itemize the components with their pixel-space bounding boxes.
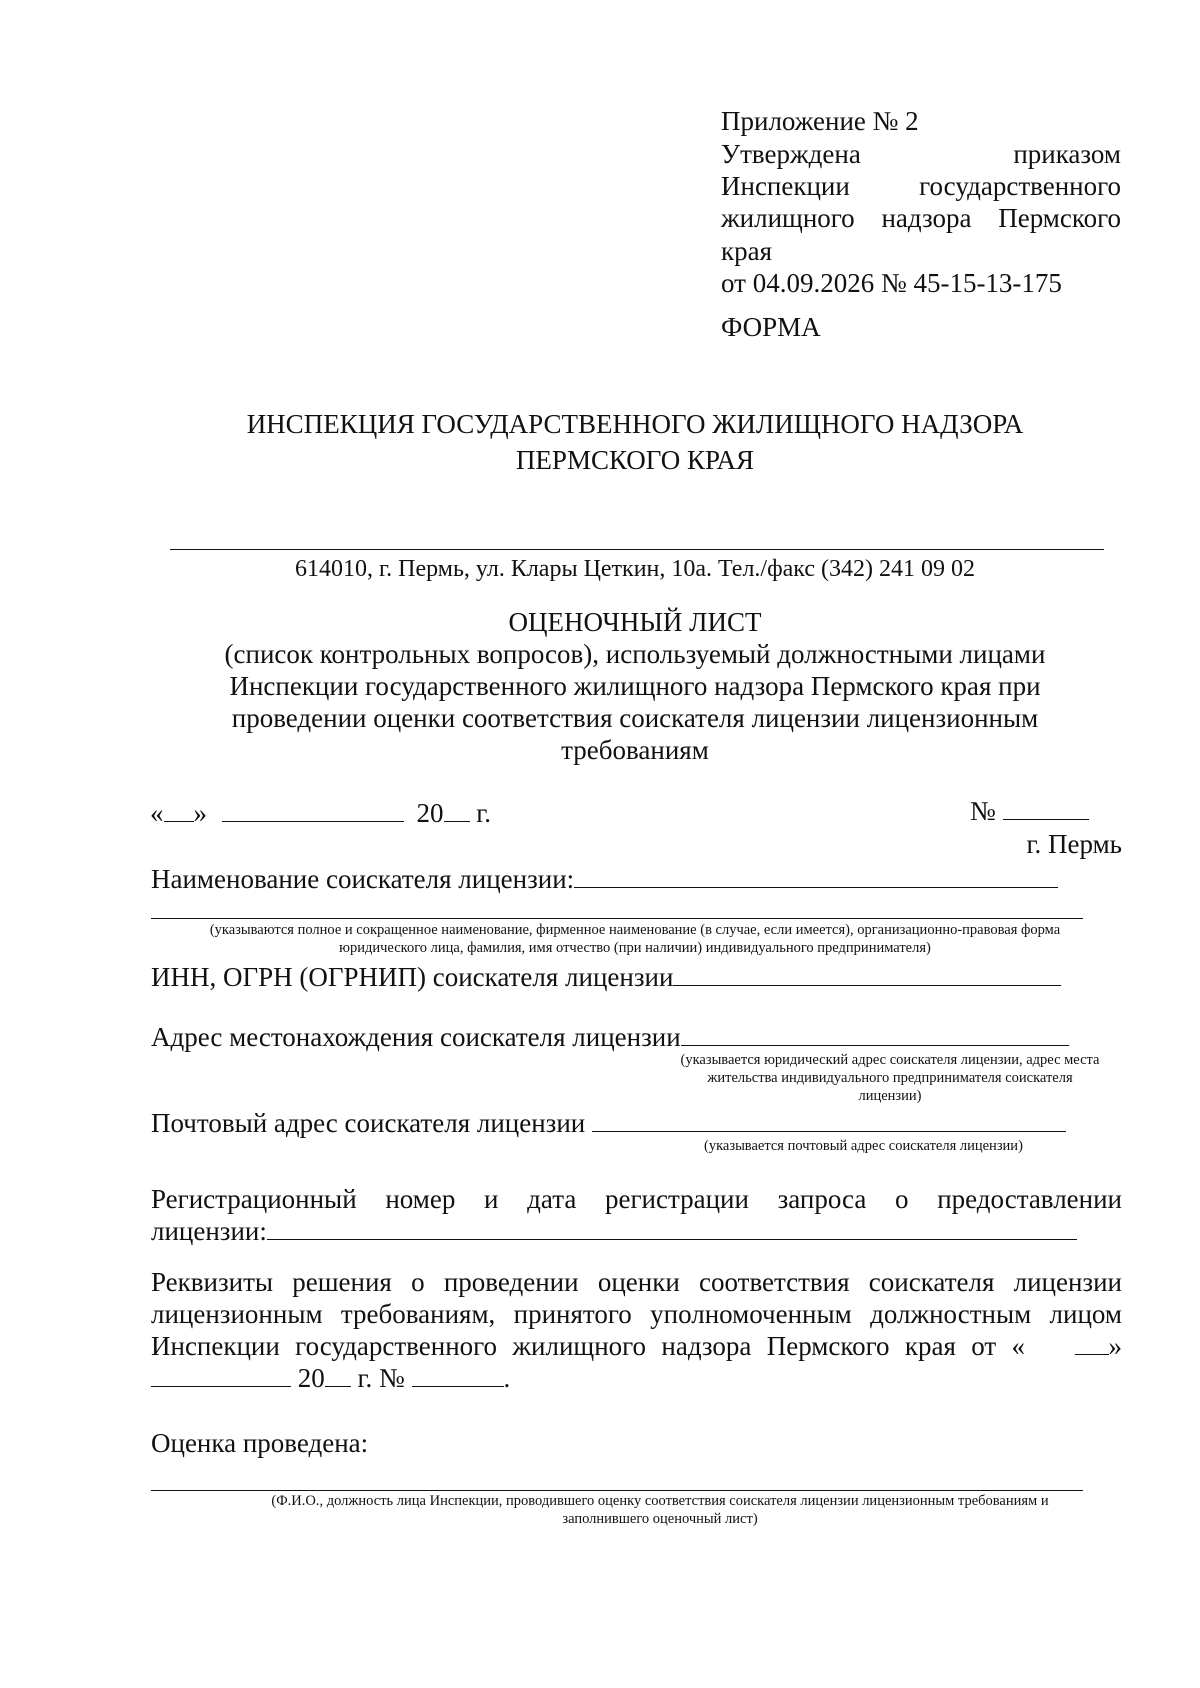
registration-block [151,1183,1122,1247]
document-title [140,606,1130,766]
year-suffix: г. [476,798,492,828]
decision-line4 [151,1362,1122,1394]
applicant-name-hint-line2: юридического лица, фамилия, имя отчество (при наличии) индивидуального предпринимателя) [339,940,931,956]
decision-number-label: г. № [357,1363,405,1393]
inn-label: ИНН, ОГРН (ОГРНИП) соискателя лицензии [151,962,674,992]
title-sub-line1: (список контрольных вопросов), используемый должностными лицами [224,639,1046,669]
registration-line2 [151,1215,1122,1247]
location-field[interactable] [681,1023,1069,1046]
location-hint-line3: лицензии) [858,1088,922,1104]
inn-field[interactable] [673,963,1061,986]
evaluation-label: Оценка проведена: [151,1428,369,1458]
approval-order-date: от 04.09.2026 № 45-15-13-175 [721,268,1062,298]
date-open-quote: « [150,798,164,828]
title-main: ОЦЕНОЧНЫЙ ЛИСТ [508,607,762,637]
applicant-name-hint [140,921,1130,957]
title-sub-line4: требованиям [561,735,709,765]
org-divider [170,549,1104,550]
approval-line-inspection: Инспекции государственного [721,171,1121,201]
location-row [151,1022,1069,1053]
location-hint-line2: жительства индивидуального предпринимателя соискателя [707,1070,1073,1086]
decision-block [151,1266,1122,1394]
location-hint-line1: (указывается юридический адрес соискателя лицензии, адрес места [680,1052,1100,1068]
decision-line3-text [151,1330,1025,1362]
date-line [150,798,491,829]
decision-year-field[interactable] [325,1364,351,1387]
org-name-line2: ПЕРМСКОГО КРАЯ [515,445,755,475]
number-label: № [970,796,996,826]
postal-hint: (указывается почтовый адрес соискателя лицензии) [704,1138,1023,1154]
decision-month-field[interactable] [151,1364,291,1387]
applicant-name-row [151,864,1058,895]
decision-line3 [151,1330,1122,1362]
document-number [970,796,1089,827]
applicant-name-line2 [151,918,1083,919]
month-field[interactable] [222,799,404,822]
title-sub-line3: проведении оценки соответствия соискателя лицензии лицензионным [231,703,1039,733]
form-label: ФОРМА [721,312,821,342]
decision-line1: Реквизиты решения о проведении оценки соответствия соискателя лицензии [151,1267,1122,1297]
approval-line-region: края [721,236,773,266]
appendix-number: Приложение № 2 [721,106,919,136]
org-address: 614010, г. Пермь, ул. Клары Цеткин, 10а. Тел./факс (342) 241 09 02 [295,556,975,582]
city: г. Пермь [1026,829,1122,859]
decision-year-prefix: 20 [297,1363,325,1393]
evaluation-hint-line2: заполнившего оценочный лист) [562,1511,758,1527]
approval-block [721,138,1121,234]
inn-row [151,962,1061,993]
date-close-quote: » [193,798,207,828]
approval-line-approved: Утверждена приказом [721,139,1121,169]
number-field[interactable] [1003,797,1089,820]
approval-line-supervision: жилищного надзора Пермского [721,203,1121,233]
year-prefix: 20 [416,798,444,828]
applicant-name-label: Наименование соискателя лицензии: [151,864,575,894]
decision-period: . [503,1363,511,1393]
applicant-name-hint-line1: (указываются полное и сокращенное наименование, фирменное наименование (в случае, если имеется), организационно-правовая форма [209,922,1061,938]
decision-line2: лицензионным требованиям, принятого уполномоченным должностным лицом [151,1299,1122,1329]
location-hint [650,1051,1130,1105]
org-name-line1: ИНСПЕКЦИЯ ГОСУДАРСТВЕННОГО ЖИЛИЩНОГО НАДЗОРА [246,409,1024,439]
applicant-name-field[interactable] [574,865,1058,888]
postal-field[interactable] [592,1109,1066,1132]
decision-date-tail [1075,1330,1123,1362]
postal-label: Почтовый адрес соискателя лицензии [151,1108,586,1138]
registration-line1: Регистрационный номер и дата регистрации запроса о предоставлении [151,1184,1122,1214]
location-label: Адрес местонахождения соискателя лицензии [151,1022,681,1052]
title-sub-line2: Инспекции государственного жилищного надзора Пермского края при [229,671,1041,701]
decision-line3-words: Инспекции государственного жилищного надзора Пермского края от « [151,1331,1025,1361]
evaluation-hint-line1: (Ф.И.О., должность лица Инспекции, проводившего оценку соответствия соискателя лицензии лицензионным требованиям и [271,1493,1049,1509]
decision-close-quote: » [1108,1331,1122,1361]
org-name [140,406,1130,478]
year-field[interactable] [444,799,470,822]
registration-field[interactable] [267,1217,1077,1240]
evaluation-hint [210,1492,1110,1528]
decision-day-field[interactable] [1075,1332,1109,1355]
day-field[interactable] [164,799,194,822]
postal-row [151,1108,1066,1139]
decision-number-field[interactable] [412,1364,504,1387]
evaluation-line[interactable] [151,1490,1083,1491]
registration-label: лицензии: [151,1216,267,1246]
